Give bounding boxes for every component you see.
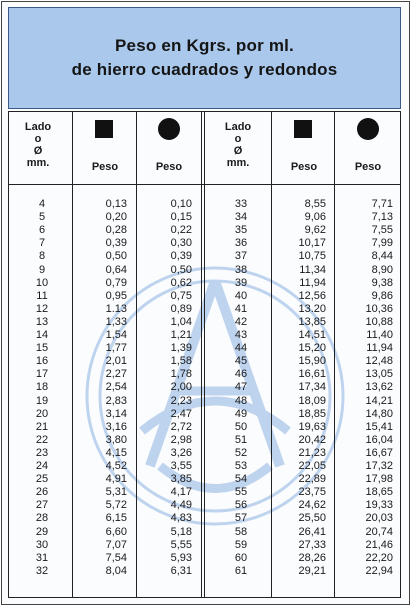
peso-square-cell: 3,80 <box>105 433 127 446</box>
peso-round-cell: 5,18 <box>170 525 192 538</box>
peso-square-cell: 21,23 <box>298 446 326 459</box>
peso-round-cell: 17,32 <box>365 460 393 472</box>
header-peso-square-right: Peso <box>290 161 318 173</box>
peso-round-cell: 20,03 <box>365 512 393 525</box>
peso-square-cell: 0,50 <box>105 250 127 263</box>
size-mm-cell: 30 <box>35 538 49 551</box>
peso-square-cell: 0,28 <box>105 224 127 237</box>
title-line-2: de hierro cuadrados y redondos <box>71 60 338 79</box>
size-mm-cell: 21 <box>35 420 49 433</box>
peso-round-cell: 1,21 <box>170 329 192 341</box>
size-mm-cell: 9 <box>38 263 46 276</box>
peso-round-cell: 13,05 <box>365 368 393 381</box>
size-mm-cell: 49 <box>234 407 248 420</box>
size-mm-cell: 20 <box>35 407 49 420</box>
size-mm-cell: 38 <box>234 263 248 276</box>
size-mm-cell: 56 <box>234 499 248 512</box>
peso-square-cell: 12,56 <box>298 289 326 302</box>
size-mm-cell: 13 <box>35 315 49 328</box>
peso-round-cell: 19,33 <box>365 499 393 512</box>
size-mm-cell: 23 <box>35 446 49 459</box>
peso-round-cell: 18,65 <box>365 486 393 499</box>
peso-square-cell: 26,41 <box>298 525 326 538</box>
header-peso-round-right: Peso <box>354 161 382 173</box>
peso-square-cell: 4,52 <box>105 460 127 472</box>
size-mm-cell: 24 <box>35 460 49 472</box>
size-mm-cell: 10 <box>35 276 49 289</box>
peso-round-cell: 9,86 <box>371 289 393 302</box>
peso-square-cell: 0,79 <box>105 276 127 289</box>
size-mm-cell: 55 <box>234 486 248 499</box>
size-mm-cell: 48 <box>234 394 248 407</box>
col-divider <box>136 111 137 598</box>
peso-round-cell: 0,62 <box>170 276 192 289</box>
peso-square-cell: 13.20 <box>298 302 326 315</box>
peso-round-cell: 0,89 <box>170 302 192 315</box>
size-mm-cell: 4 <box>38 198 46 210</box>
peso-square-cell: 8,55 <box>304 198 326 210</box>
size-mm-cell: 54 <box>234 473 248 486</box>
peso-square-cell: 0,13 <box>105 198 127 210</box>
size-mm-cell: 37 <box>234 250 248 263</box>
peso-round-cell: 14,21 <box>365 394 393 407</box>
peso-square-cell: 23,75 <box>298 486 326 499</box>
peso-square-cell: 7,07 <box>105 538 127 551</box>
size-mm-cell: 57 <box>234 512 248 525</box>
peso-square-cell: 2,83 <box>105 394 127 407</box>
title-banner <box>8 7 401 109</box>
peso-square-cell: 11,94 <box>299 276 326 289</box>
size-mm-cell: 18 <box>35 381 49 394</box>
peso-round-cell: 4,49 <box>170 499 192 512</box>
peso-round-cell: 1,58 <box>170 355 192 368</box>
size-mm-cell: 19 <box>35 394 49 407</box>
size-mm-cell: 15 <box>35 342 49 355</box>
peso-round-cell: 0,39 <box>170 250 192 263</box>
size-mm-cell: 28 <box>35 512 49 525</box>
peso-square-cell: 17,34 <box>298 381 326 394</box>
size-mm-cell: 33 <box>234 198 248 210</box>
size-mm-cell: 52 <box>234 446 248 459</box>
peso-square-cell: 0,95 <box>105 289 127 302</box>
peso-square-cell: 4,15 <box>105 446 127 459</box>
size-mm-cell: 31 <box>35 551 49 564</box>
header-lado-left: Lado o Ø mm. <box>24 121 52 169</box>
circle-shape-icon <box>357 118 379 140</box>
peso-square-cell: 24,62 <box>298 499 326 512</box>
size-mm-cell: 40 <box>234 289 248 302</box>
header-peso-square-left: Peso <box>91 161 119 173</box>
peso-round-cell: 10,36 <box>365 302 393 315</box>
title-line-1: Peso en Kgrs. por ml. <box>115 36 294 55</box>
peso-round-cell: 5,93 <box>170 551 192 564</box>
peso-round-cell: 0,30 <box>170 237 192 250</box>
peso-round-cell: 7,55 <box>371 224 393 237</box>
peso-round-cell: 4,83 <box>170 512 192 525</box>
peso-square-cell: 15,90 <box>298 355 326 368</box>
peso-round-cell: 2,47 <box>170 407 192 420</box>
peso-round-cell: 8,90 <box>371 263 393 276</box>
peso-round-cell: 11,94 <box>366 342 393 355</box>
size-mm-cell: 45 <box>234 355 248 368</box>
peso-square-cell: 1.13 <box>105 302 127 315</box>
size-mm-cell: 35 <box>234 224 248 237</box>
peso-round-cell: 6,31 <box>170 564 192 577</box>
peso-round-cell: 2,72 <box>170 420 192 433</box>
peso-round-cell: 16,67 <box>365 446 393 459</box>
size-mm-cell: 26 <box>35 486 49 499</box>
peso-square-cell: 0,20 <box>105 211 127 224</box>
center-double-divider <box>201 111 205 598</box>
peso-square-cell: 18,85 <box>298 407 326 420</box>
peso-square-cell: 2,27 <box>105 368 127 381</box>
peso-round-cell: 17,98 <box>365 473 393 486</box>
col-divider <box>334 111 335 598</box>
peso-round-cell: 2,00 <box>170 381 192 394</box>
peso-square-cell: 9,06 <box>304 211 326 224</box>
size-mm-cell: 25 <box>35 473 49 486</box>
peso-round-cell: 1,78 <box>170 368 192 381</box>
size-mm-cell: 27 <box>35 499 49 512</box>
peso-round-cell: 12,48 <box>365 355 393 368</box>
size-mm-cell: 42 <box>234 315 248 328</box>
size-mm-cell: 47 <box>234 381 248 394</box>
peso-round-cell: 0,75 <box>170 289 192 302</box>
peso-square-cell: 25,50 <box>298 512 326 525</box>
peso-round-cell: 22,20 <box>365 551 393 564</box>
size-mm-cell: 16 <box>35 355 49 368</box>
peso-square-cell: 19,63 <box>298 420 326 433</box>
size-mm-cell: 51 <box>234 433 248 446</box>
peso-round-cell: 15,41 <box>365 420 393 433</box>
peso-square-cell: 2,54 <box>105 381 127 394</box>
peso-square-cell: 14,51 <box>298 329 326 341</box>
peso-round-cell: 1,39 <box>170 342 192 355</box>
size-mm-cell: 50 <box>234 420 248 433</box>
peso-round-cell: 9,38 <box>371 276 393 289</box>
peso-square-cell: 13,85 <box>298 315 326 328</box>
size-mm-cell: 14 <box>35 329 49 341</box>
peso-square-cell: 8,04 <box>105 564 127 577</box>
peso-round-cell: 4,17 <box>170 486 192 499</box>
size-mm-cell: 36 <box>234 237 248 250</box>
peso-square-cell: 5,72 <box>105 499 127 512</box>
size-mm-cell: 43 <box>234 329 248 341</box>
peso-square-cell: 27,33 <box>298 538 326 551</box>
header-peso-round-left: Peso <box>155 161 183 173</box>
peso-round-cell: 8,44 <box>371 250 393 263</box>
peso-square-cell: 22,05 <box>298 460 326 472</box>
peso-round-cell: 7,99 <box>371 237 393 250</box>
peso-round-cell: 20,74 <box>365 525 393 538</box>
size-mm-cell: 5 <box>38 211 46 224</box>
size-mm-cell: 22 <box>35 433 49 446</box>
peso-round-cell: 16,04 <box>365 433 393 446</box>
peso-square-cell: 2,01 <box>105 355 127 368</box>
square-shape-icon <box>95 120 113 138</box>
size-mm-cell: 6 <box>38 224 46 237</box>
peso-round-cell: 0,22 <box>170 224 192 237</box>
size-mm-cell: 61 <box>234 564 248 577</box>
col-divider <box>271 111 272 598</box>
size-mm-cell: 12 <box>35 302 49 315</box>
peso-square-cell: 6,15 <box>105 512 127 525</box>
square-shape-icon <box>294 120 312 138</box>
peso-round-cell: 5,55 <box>170 538 192 551</box>
size-mm-cell: 53 <box>234 460 248 472</box>
peso-square-cell: 16,61 <box>298 368 326 381</box>
col-divider <box>72 111 73 598</box>
peso-round-cell: 14,80 <box>365 407 393 420</box>
peso-round-cell: 21,46 <box>365 538 393 551</box>
size-mm-cell: 39 <box>234 276 248 289</box>
peso-square-cell: 20,42 <box>298 433 326 446</box>
peso-round-cell: 2,98 <box>170 433 192 446</box>
size-mm-cell: 32 <box>35 564 49 577</box>
peso-square-cell: 28,26 <box>298 551 326 564</box>
peso-square-cell: 5,31 <box>105 486 127 499</box>
peso-square-cell: 1,77 <box>105 342 127 355</box>
size-mm-cell: 60 <box>234 551 248 564</box>
size-mm-cell: 44 <box>234 342 248 355</box>
peso-square-cell: 1,54 <box>105 329 127 341</box>
size-mm-cell: 11 <box>36 289 48 302</box>
peso-square-cell: 10,75 <box>298 250 326 263</box>
size-mm-cell: 17 <box>35 368 49 381</box>
peso-square-cell: 10,17 <box>298 237 326 250</box>
peso-round-cell: 0,10 <box>170 198 192 210</box>
peso-square-cell: 3,14 <box>105 407 127 420</box>
size-mm-cell: 59 <box>234 538 248 551</box>
peso-square-cell: 9,62 <box>304 224 326 237</box>
header-lado-right: Lado o Ø mm. <box>224 121 252 169</box>
peso-square-cell: 1,33 <box>105 315 127 328</box>
peso-round-cell: 1,04 <box>170 315 192 328</box>
peso-square-cell: 3,16 <box>105 420 127 433</box>
peso-square-cell: 6,60 <box>105 525 127 538</box>
peso-round-cell: 2,23 <box>170 394 192 407</box>
left-border <box>8 111 9 598</box>
size-mm-cell: 8 <box>38 250 46 263</box>
peso-round-cell: 3,26 <box>170 446 192 459</box>
peso-square-cell: 0,64 <box>105 263 127 276</box>
circle-shape-icon <box>158 118 180 140</box>
peso-square-cell: 22,89 <box>298 473 326 486</box>
peso-round-cell: 0,15 <box>170 211 192 224</box>
size-mm-cell: 58 <box>234 525 248 538</box>
peso-round-cell: 13,62 <box>365 381 393 394</box>
size-mm-cell: 7 <box>38 237 46 250</box>
peso-square-cell: 29,21 <box>298 564 326 577</box>
peso-square-cell: 7,54 <box>105 551 127 564</box>
size-mm-cell: 34 <box>234 211 248 224</box>
peso-round-cell: 3,55 <box>170 460 192 472</box>
peso-round-cell: 0,50 <box>170 263 192 276</box>
right-border <box>400 111 401 598</box>
peso-round-cell: 11,40 <box>366 329 393 341</box>
size-mm-cell: 41 <box>234 302 248 315</box>
peso-square-cell: 18,09 <box>298 394 326 407</box>
peso-round-cell: 7,13 <box>371 211 393 224</box>
peso-square-cell: 4,91 <box>105 473 127 486</box>
peso-square-cell: 11,34 <box>299 263 326 276</box>
weight-table <box>8 111 401 599</box>
size-mm-cell: 46 <box>234 368 248 381</box>
peso-round-cell: 22,94 <box>365 564 393 577</box>
peso-square-cell: 15,20 <box>298 342 326 355</box>
peso-square-cell: 0,39 <box>105 237 127 250</box>
size-mm-cell: 29 <box>35 525 49 538</box>
peso-round-cell: 10,88 <box>365 315 393 328</box>
peso-round-cell: 3,85 <box>170 473 192 486</box>
peso-round-cell: 7,71 <box>371 198 393 210</box>
